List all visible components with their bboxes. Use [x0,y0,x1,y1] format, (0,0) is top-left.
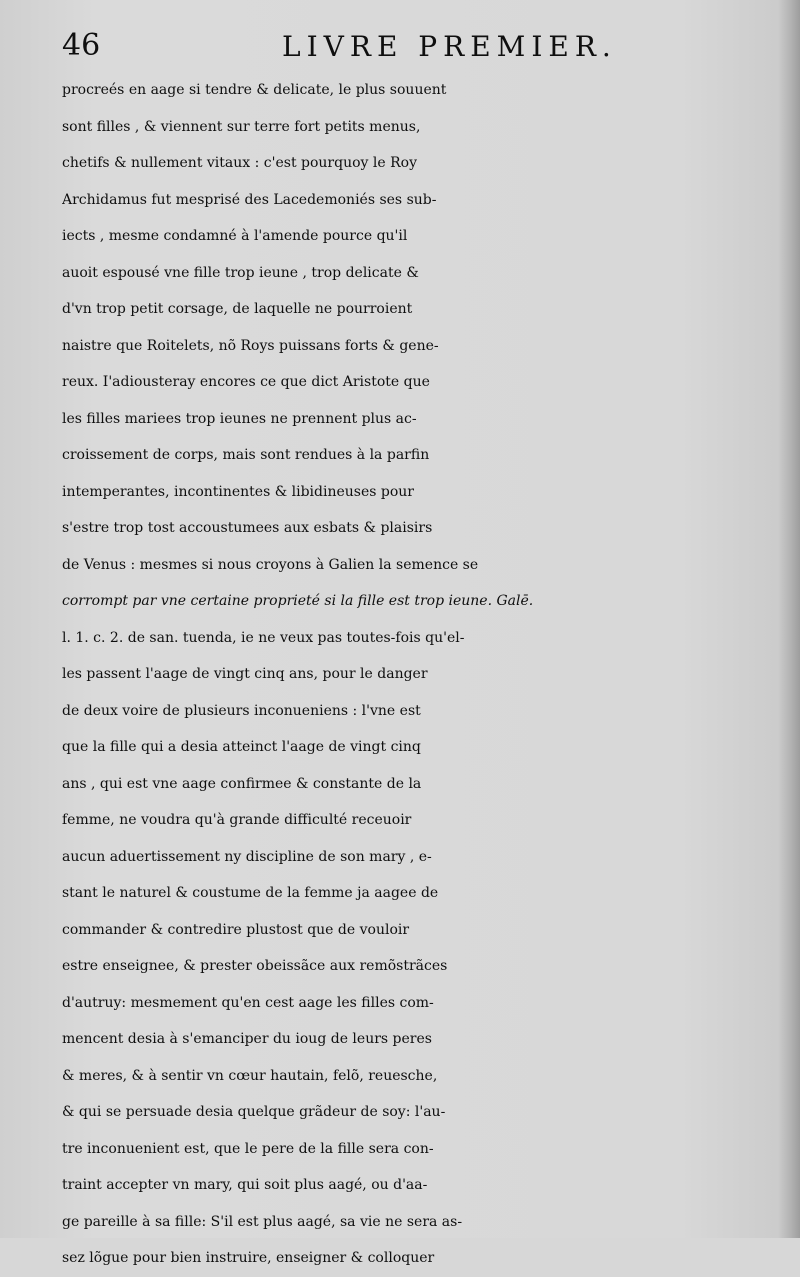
text-line: que la fille qui a desia atteinct l'aage de vingt cinq [62,739,421,755]
text-line: intemperantes, incontinentes & libidineuses pour [62,483,414,500]
text-line: iects , mesme condamné à l'amende pource qu'il [62,228,408,244]
text-line: stant le naturel & coustume de la femme ja aagee de [62,885,439,901]
text-line: tre inconuenient est, que le pere de la fille sera con- [62,1140,434,1157]
body-text [62,72,762,1277]
text-line: mencent desia à s'emanciper du ioug de leurs peres [62,1031,432,1047]
text-line: auoit espousé vne fille trop ieune , trop delicate & [62,264,419,281]
text-line: d'autruy: mesmement qu'en cest aage les filles com- [62,994,434,1011]
text-line: reux. I'adiousteray encores ce que dict Aristote que [62,374,430,390]
text-line: de Venus : mesmes si nous croyons à Galien la semence se [62,556,479,573]
text-line: l. 1. c. 2. de san. tuenda, ie ne veux pas toutes-fois qu'el- [62,629,465,646]
text-line: Archidamus fut mesprisé des Lacedemoniés ses sub- [62,191,437,208]
text-line: & qui se persuade desia quelque grãdeur de soy: l'au- [62,1104,446,1120]
text-line: estre enseignee, & prester obeissãce aux remõstrãces [62,958,448,974]
text-line: croissement de corps, mais sont rendues à la parfin [62,447,430,463]
text-line: les passent l'aage de vingt cinq ans, pour le danger [62,666,428,682]
text-line: traint accepter vn mary, qui soit plus aagé, ou d'aa- [62,1177,428,1193]
text-line: aucun aduertissement ny discipline de son mary , e- [62,848,432,865]
text-line: chetifs & nullement vitaux : c'est pourquoy le Roy [62,155,417,171]
text-line: ans , qui est vne aage confirmee & constante de la [62,775,422,792]
text-line: s'estre trop tost accoustumees aux esbats & plaisirs [62,520,433,536]
text-line: ge pareille à sa fille: S'il est plus aagé, sa vie ne sera as- [62,1213,463,1230]
text-line: d'vn trop petit corsage, de laquelle ne pourroient [62,301,413,317]
text-line: & meres, & à sentir vn cœur hautain, felõ, reuesche, [62,1067,438,1084]
text-line: commander & contredire plustost que de vouloir [62,921,410,938]
text-line: sez lõgue pour bien instruire, enseigner & colloquer [62,1250,435,1266]
text-line: naistre que Roitelets, nõ Roys puissans forts & gene- [62,337,439,354]
page-number: 46 [62,28,101,63]
text-line: sont filles , & viennent sur terre fort petits menus, [62,118,421,135]
page-header [62,28,752,64]
text-line: femme, ne voudra qu'à grande difficulté receuoir [62,812,412,828]
running-head: LIVRE PREMIER. [282,30,617,63]
text-line: corrompt par vne certaine proprieté si la fille est trop ieune. Galē. [62,593,534,609]
page-gutter-shadow [778,0,800,1238]
text-line: les filles mariees trop ieunes ne prennent plus ac- [62,410,417,427]
text-line: procreés en aage si tendre & delicate, le plus souuent [62,82,447,98]
text-line: de deux voire de plusieurs inconueniens : l'vne est [62,702,421,719]
